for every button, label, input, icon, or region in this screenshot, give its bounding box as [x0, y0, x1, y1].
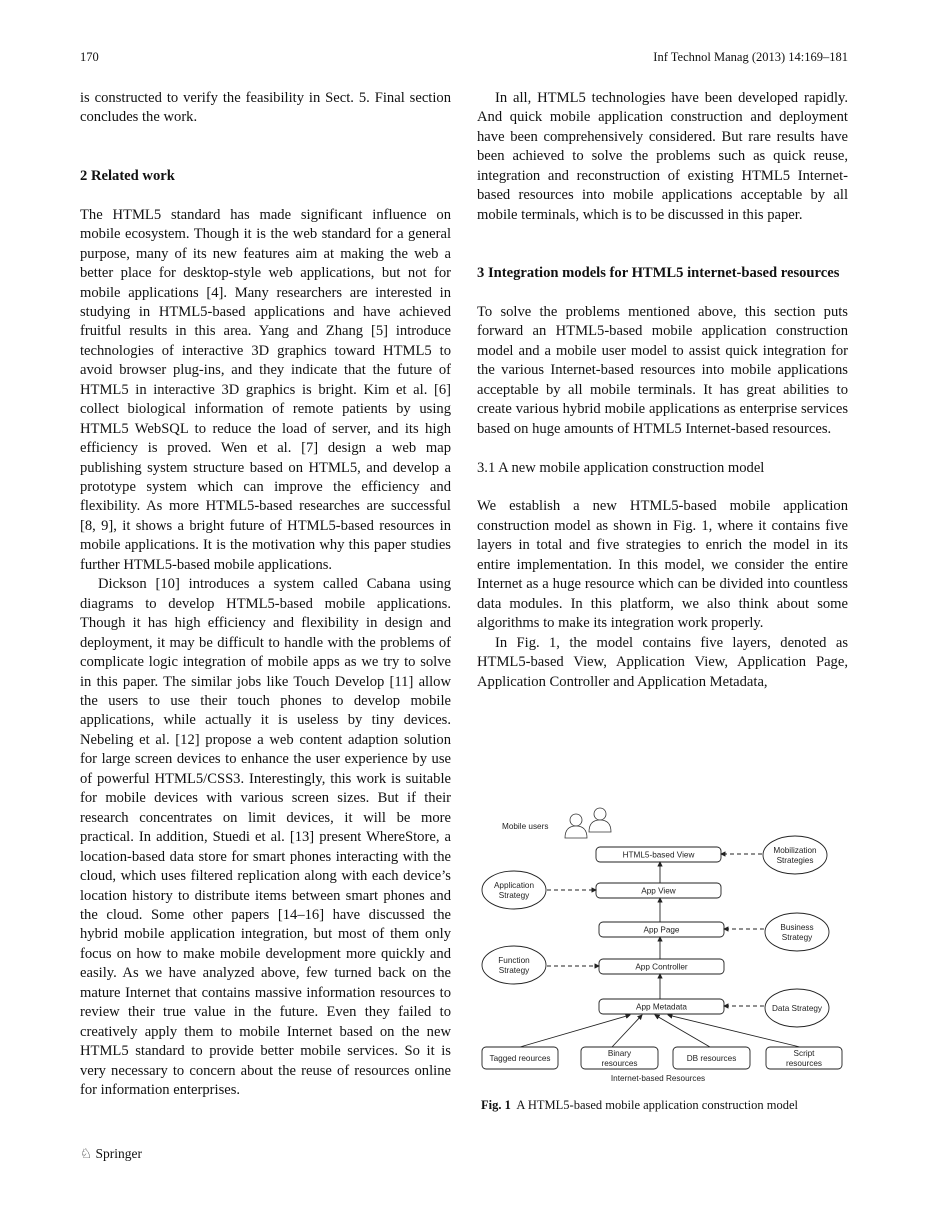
paragraph: To solve the problems mentioned above, this section puts forward an HTML5-based mobile application construction model and a mobile user model to assist quick integration for the various Internet-based resources into mobile applications acceptable by all mobile terminals. It has great abilities to create various hybrid mobile applications as enterprise services based on huge amounts of HTML5 Internet-based resources. [477, 303, 848, 437]
user-icon [565, 808, 611, 838]
layer-label: App View [641, 886, 676, 896]
resource-label: DB resources [686, 1054, 737, 1063]
springer-logo-icon: ♘ [80, 1146, 93, 1161]
caption-text: A HTML5-based mobile application construction model [516, 1098, 798, 1112]
strategy-ellipse [763, 836, 827, 874]
resource-arrow [668, 1015, 800, 1047]
strategy-label: Function [498, 956, 530, 965]
resource-arrow [612, 1015, 642, 1047]
page-number: 170 [80, 50, 99, 64]
section-heading: 2 Related work [80, 167, 175, 184]
paragraph: We establish a new HTML5-based mobile application construction model as shown in Fig. 1, where it contains five layers in total and five strategies to enrich the model in its entire implementation. In this model, we consider the entire Internet as a huge resource which can be divided into countless data modules. In this platform, we also think about some algorithms to make its integration work properly. [477, 498, 848, 632]
publisher-footer [80, 1146, 142, 1162]
strategy-label: Application [493, 881, 535, 890]
resources-group-label: Internet-based Resources [610, 1074, 706, 1083]
strategy-label: Strategies [776, 856, 814, 865]
strategy-ellipse [482, 871, 546, 909]
strategy-ellipse [482, 946, 546, 984]
paragraph: In all, HTML5 technologies have been developed rapidly. And quick mobile application construction and deployment have been comprehensively considered. But rare results have been achieved to solve the problems such as quick reuse, integration and reconstruction of existing HTML5 Internet-based resources into mobile applications acceptable by all mobile terminals, which is to be discussed in this paper. [477, 90, 848, 223]
section-heading: 3 Integration models for HTML5 internet-based resources [477, 265, 840, 282]
strategy-label: Strategy [781, 933, 813, 942]
layer-label: App Metadata [636, 1002, 687, 1012]
resource-arrow [520, 1015, 630, 1047]
figure-caption [481, 1098, 798, 1113]
layer-label: App Controller [635, 962, 688, 972]
strategy-label: Strategy [498, 966, 530, 975]
caption-label: Fig. 1 [481, 1098, 511, 1112]
layer-label: HTML5-based View [622, 850, 695, 860]
paragraph: The HTML5 standard has made significant influence on mobile ecosystem. Though it is the web standard for a general purpose, many of its new features aim at making the web a better place for desktop-style web applications, but not for mobile applications [4]. Many researchers are interested in studying in HTML5-based applications and have achieved fruitful results in this area. Yang and Zhang [5] introduce technologies of interactive 3D graphics toward HTML5 to avoid browser plug-ins, and they indicate that the future of HTML5 in interactive 3D graphics is bright. Kim et al. [6] collect biological information of remote patients by using HTML5 WebSQL to reduce the load of server, and its high efficiency is proved. Wen et al. [7] design a web map publishing system structure based on HTML5, and develop a prototype system which can improve the efficiency and flexibility. As more HTML5-based researches are successful [8, 9], it shows a bright future of HTML5-based resources in mobile applications. It is the motivation why this paper studies further HTML5-based mobile applications. [80, 206, 451, 573]
resource-arrow [655, 1015, 710, 1047]
mobile-users-label: Mobile users [502, 822, 549, 831]
paragraph: Dickson [10] introduces a system called Cabana using diagrams to develop HTML5-based mobile applications. Though it has high efficiency and flexibility in design and deployment, it may be difficult to handle with the problems of complicate logic integration of mobile apps as we try to solve in this paper. The similar jobs like Touch Develop [11] allow the users to use their touch phones to develop mobile applications, while actually it is useless by tiny devices. Nebeling et al. [12] propose a web content adaption solution for large screen devices to enhance the user experience by use of powerful HTML5/CSS3. Interestingly, this work is suitable for mobile devices with various screen sizes. But if their research concentrates on limit devices, it will be more practical. In addition, Stuedi et al. [13] present WhereStore, a location-based data store for smart phones interacting with the cloud, which uses filtered replication along with each device’s location history to distribute items between smart phones and the cloud. Some other papers [14–16] have discussed the hybrid mobile application integration, but most of them only focus on how to make mobile development more quickly and easily. As we have analyzed above, few turned back on the mature Internet that contains massive information resources to review their true value in the future. Even they failed to creatively apply them to mobile Internet based on the new HTML5 standard to provide better mobile services. So it is very necessary to concern about the reuse of resources online for information enterprises. [80, 576, 451, 1099]
publisher-name: Springer [95, 1146, 142, 1161]
resource-label: Tagged reources [489, 1054, 551, 1063]
resource-label: resources [786, 1059, 822, 1068]
strategy-label: Business [780, 923, 814, 932]
resource-label: resources [601, 1059, 638, 1068]
strategy-ellipse [765, 913, 829, 951]
layer-label: App Page [643, 925, 680, 935]
resource-label: Script [793, 1049, 815, 1058]
subsection-heading: 3.1 A new mobile application construction model [477, 459, 765, 476]
paragraph: In Fig. 1, the model contains five layers, denoted as HTML5-based View, Application View, Application Page, Application Controller and Application Metadata, [477, 634, 848, 690]
strategy-label: Data Strategy [771, 1004, 823, 1013]
resource-label: Binary [607, 1049, 632, 1058]
strategy-label: Strategy [498, 891, 530, 900]
paragraph: is constructed to verify the feasibility in Sect. 5. Final section concludes the work. [80, 90, 451, 126]
strategy-label: Mobilization [773, 846, 817, 855]
journal-citation: Inf Technol Manag (2013) 14:169–181 [653, 50, 848, 64]
